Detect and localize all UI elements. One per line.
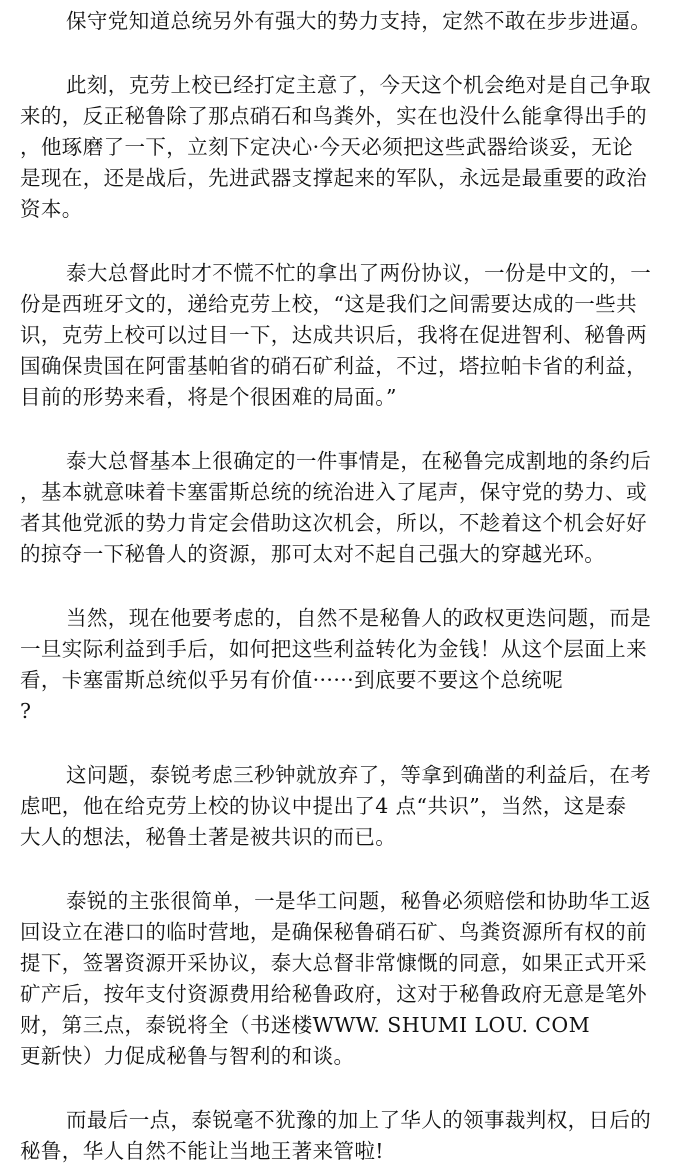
text-line: 而最后一点，泰锐毫不犹豫的加上了华人的领事裁判权，日后的 [66,1108,652,1132]
paragraph-7 [20,886,686,1072]
text-line: ，他琢磨了一下，立刻下定决心·今天必须把这些武器给谈妥，无论 [20,135,634,159]
text-line: 目前的形势来看，将是个很困难的局面。” [20,385,397,409]
text-line: 回设立在港口的临时营地，是确保秘鲁硝石矿、鸟粪资源所有权的前 [20,920,647,944]
text-line: 国确保贵国在阿雷基帕省的硝石矿利益，不过，塔拉帕卡省的利益， [20,354,647,378]
text-line: 财，第三点，泰锐将全（书迷楼WWW. SHUMI LOU. COM [20,1013,590,1037]
text-line: 看，卡塞雷斯总统似乎另有价值······到底要不要这个总统呢 [20,668,564,692]
text-line: 来的，反正秘鲁除了那点硝石和鸟粪外，实在也没什么能拿得出手的 [20,104,647,128]
text-line: 泰大总督基本上很确定的一件事情是，在秘鲁完成割地的条约后 [66,449,652,473]
text-line: 提下，签署资源开采协议，泰大总督非常慷慨的同意，如果正式开采 [20,951,647,975]
text-line: 资本。 [20,197,83,221]
text-line: 的掠夺一下秘鲁人的资源，那可太对不起自己强大的穿越光环。 [20,542,606,566]
text-line: 份是西班牙文的，递给克劳上校，“这是我们之间需要达成的一些共 [20,292,637,316]
text-line: 一旦实际利益到手后，如何把这些利益转化为金钱！从这个层面上来 [20,637,647,661]
paragraph-1 [20,6,686,37]
paragraph-4 [20,446,686,570]
paragraph-8 [20,1105,686,1167]
text-line: 秘鲁，华人自然不能让当地王著来管啦! [20,1139,384,1163]
text-line: 更新快）力促成秘鲁与智利的和谈。 [20,1044,355,1068]
text-line: 保守党知道总统另外有强大的势力支持，定然不敢在步步进逼。 [66,9,652,33]
text-line: 泰大总督此时才不慌不忙的拿出了两份协议，一份是中文的，一 [66,261,652,285]
text-line: 大人的想法，秘鲁土著是被共识的而已。 [20,825,397,849]
text-line: 虑吧，他在给克劳上校的协议中提出了4 点“共识”，当然，这是泰 [20,794,627,818]
text-line: 者其他党派的势力肯定会借助这次机会，所以，不趁着这个机会好好 [20,511,647,535]
text-line: 是现在，还是战后，先进武器支撑起来的军队，永远是最重要的政治 [20,166,647,190]
text-line: 当然，现在他要考虑的，自然不是秘鲁人的政权更迭问题，而是 [66,606,652,630]
text-line: 此刻，克劳上校已经打定主意了，今天这个机会绝对是自己争取 [66,73,652,97]
text-line: 矿产后，按年支付资源费用给秘鲁政府，这对于秘鲁政府无意是笔外 [20,982,647,1006]
text-line: 这问题，泰锐考虑三秒钟就放弃了，等拿到确凿的利益后，在考 [66,763,652,787]
paragraph-6 [20,760,686,853]
paragraph-2 [20,70,686,225]
text-line: ，基本就意味着卡塞雷斯总统的统治进入了尾声，保守党的势力、或 [20,480,647,504]
text-line: 识，克劳上校可以过目一下，达成共识后，我将在促进智利、秘鲁两 [20,323,647,347]
paragraph-5 [20,603,686,727]
text-line: ? [20,699,32,723]
paragraph-3 [20,258,686,413]
text-line: 泰锐的主张很简单，一是华工问题，秘鲁必须赔偿和协助华工返 [66,889,652,913]
